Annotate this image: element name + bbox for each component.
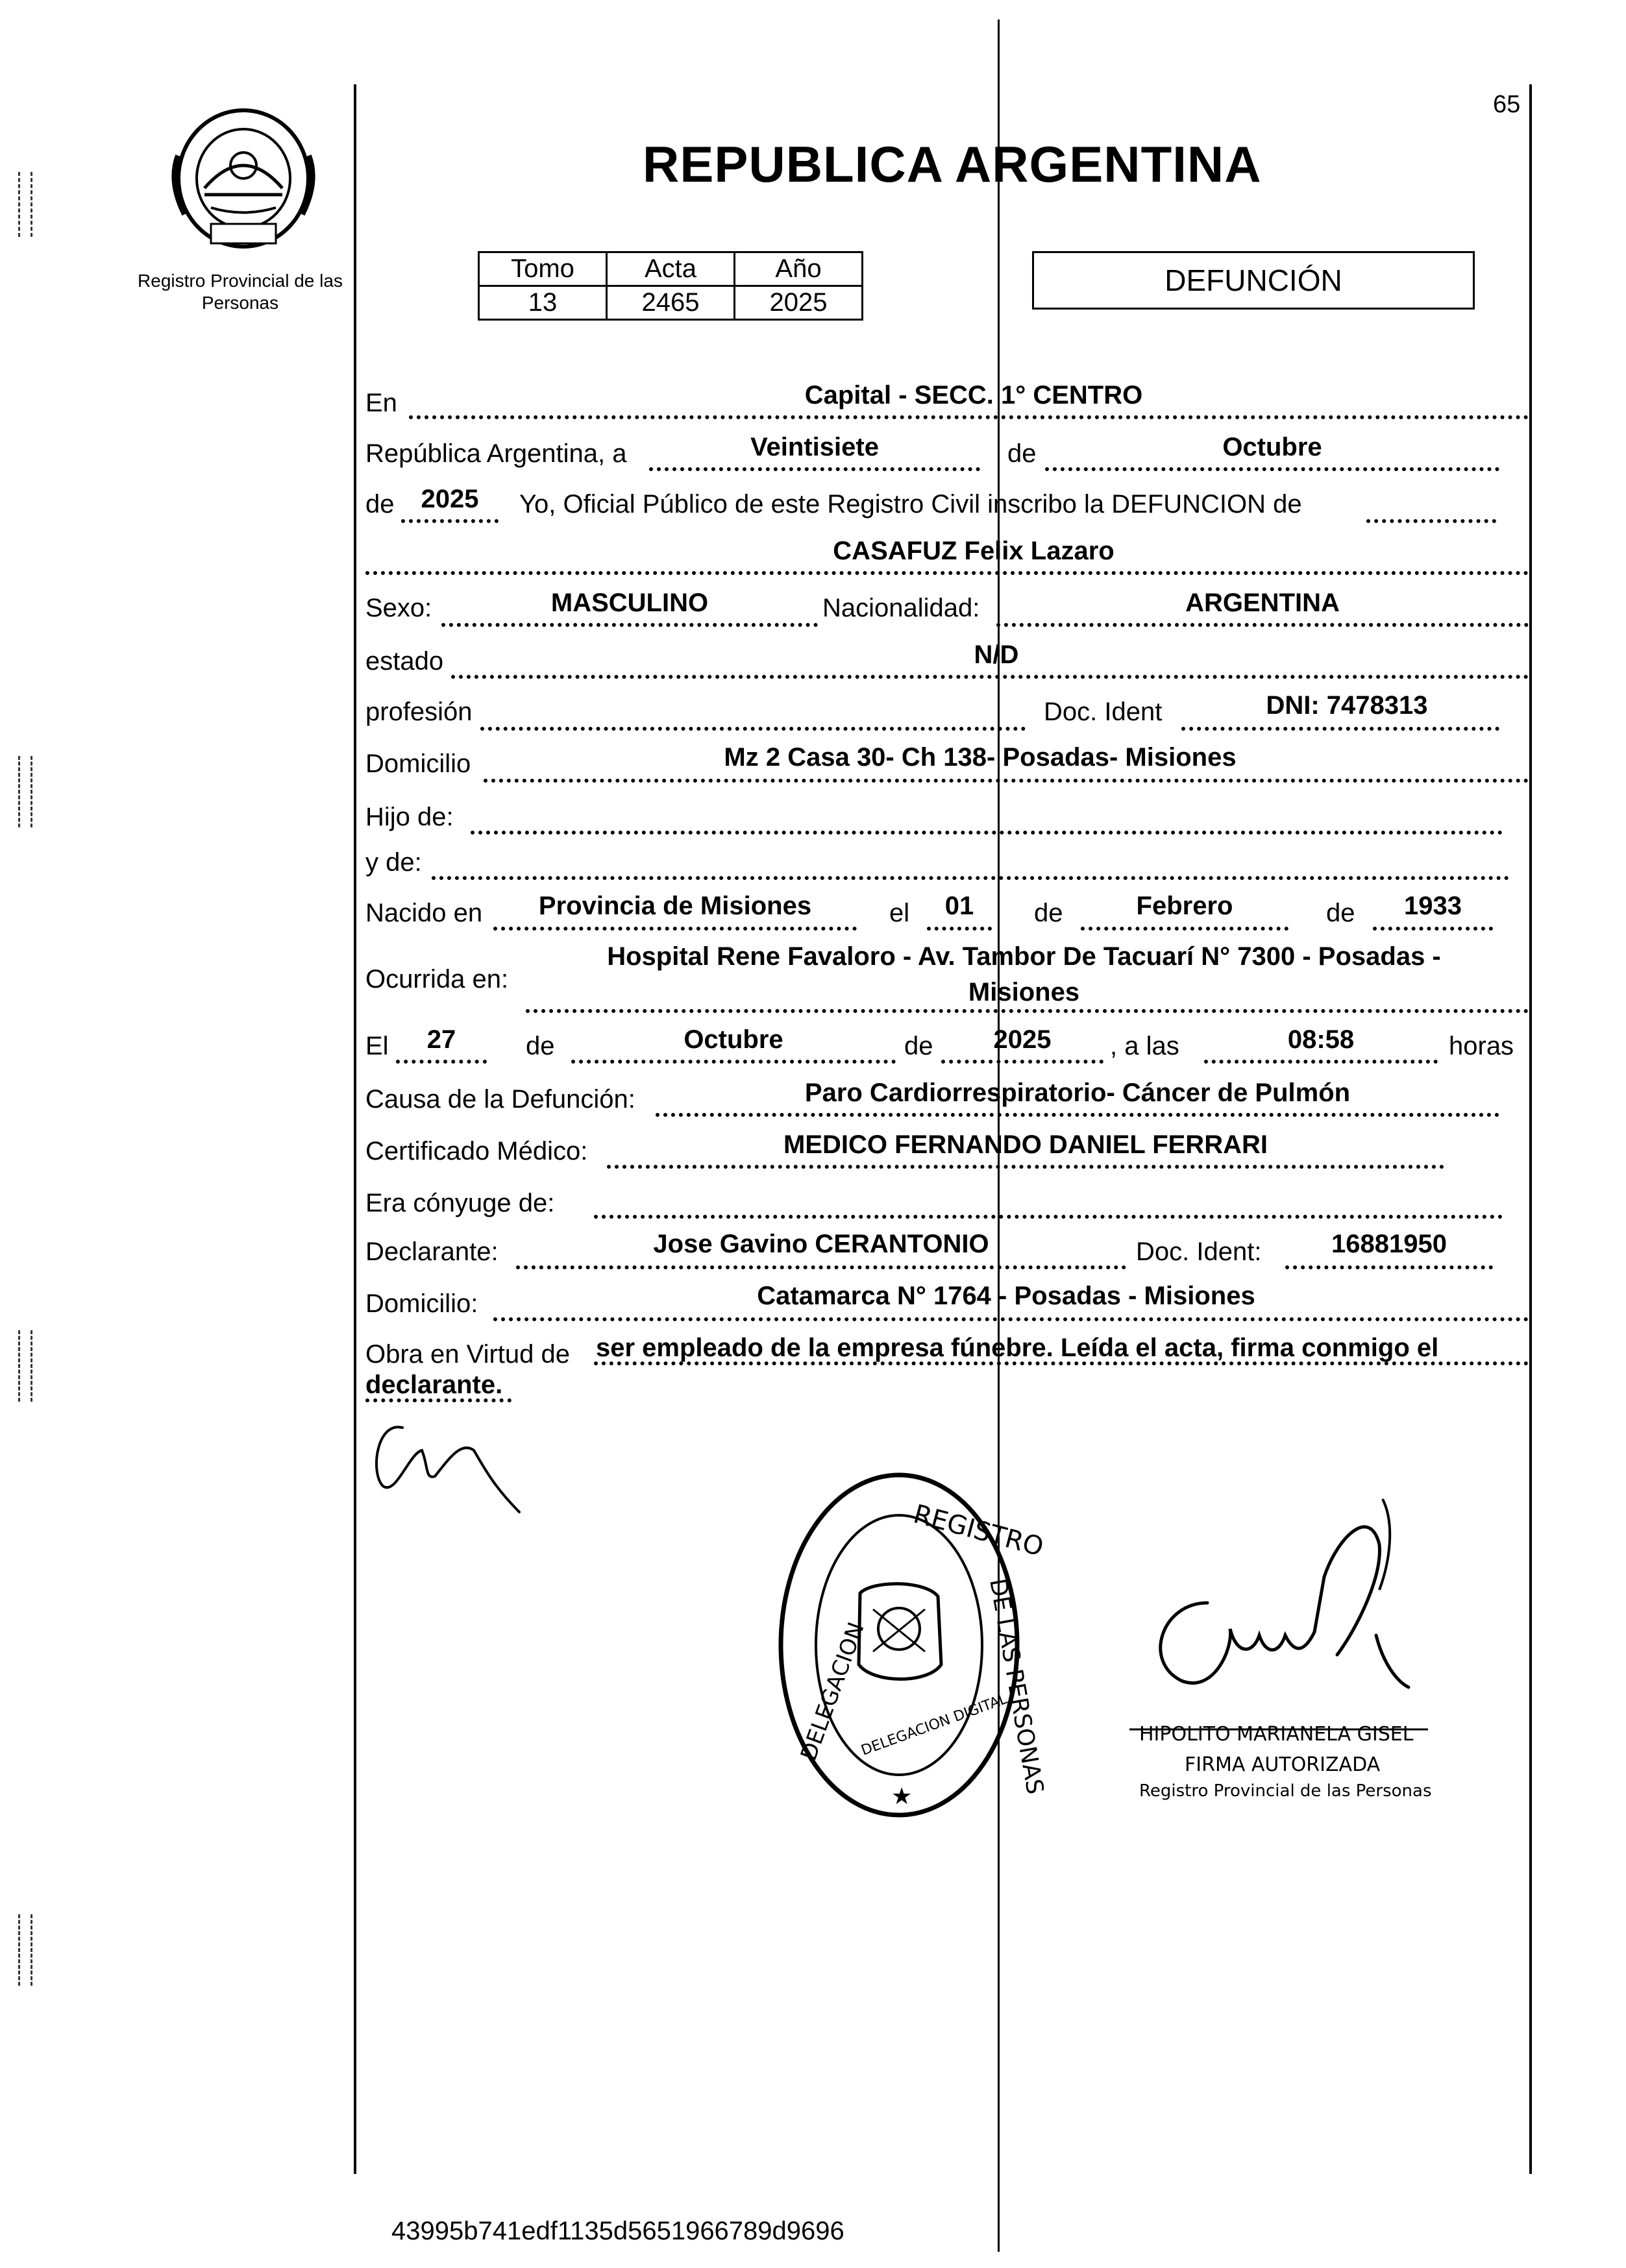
anio-header: Año	[735, 252, 863, 286]
registry-stamp	[776, 1470, 1048, 1823]
svg-text:DELEGACION: DELEGACION	[795, 1618, 870, 1764]
dotted-line	[493, 927, 857, 931]
def-dia-value: 27	[426, 1025, 456, 1054]
dotted-line	[396, 1060, 487, 1064]
label-estado: estado	[365, 647, 444, 676]
label-ocurrida-en: Ocurrida en:	[365, 965, 509, 994]
estado-value: N/D	[974, 640, 1019, 669]
dotted-line	[594, 1215, 1503, 1219]
dotted-line	[493, 1317, 1529, 1321]
scan-mark	[18, 1914, 32, 1986]
label-profesion: profesión	[365, 698, 473, 726]
acta-table	[478, 251, 863, 321]
nac-dia-value: 01	[944, 892, 974, 920]
nac-mes-value: Febrero	[1136, 892, 1233, 920]
obra-line1: ser empleado de la empresa fúnebre. Leída el acta, firma conmigo el	[596, 1334, 1439, 1362]
label-en: En	[365, 389, 397, 417]
official-signature	[1123, 1486, 1447, 1749]
label-de-def-anio: de	[904, 1032, 933, 1060]
scan-mark	[18, 1330, 32, 1402]
label-causa: Causa de la Defunción:	[365, 1085, 635, 1114]
dotted-line	[1366, 519, 1496, 523]
def-anio-value: 2025	[993, 1025, 1052, 1054]
label-obra: Obra en Virtud de	[365, 1340, 571, 1369]
dotted-line	[441, 623, 818, 627]
tomo-header: Tomo	[479, 252, 607, 286]
dotted-line	[1045, 467, 1499, 471]
signer-name: HIPOLITO MARIANELA GISEL	[1139, 1723, 1414, 1746]
label-el: el	[889, 899, 910, 927]
dotted-line	[1373, 927, 1493, 931]
lugar-value: Capital - SECC. 1° CENTRO	[804, 381, 1143, 409]
dotted-line	[480, 727, 1026, 731]
dotted-line	[1285, 1265, 1493, 1269]
doc-type-box: DEFUNCIÓN	[1032, 251, 1475, 310]
def-hora-value: 08:58	[1287, 1025, 1355, 1054]
ocurrida-line1: Hospital Rene Favaloro - Av. Tambor De Tacuarí N° 7300 - Posadas -	[607, 942, 1441, 971]
dotted-line	[571, 1060, 896, 1064]
label-declarante: Declarante:	[365, 1238, 499, 1266]
scan-mark	[18, 172, 32, 237]
label-doc-ident2: Doc. Ident:	[1136, 1238, 1262, 1266]
nacido-en-value: Provincia de Misiones	[538, 892, 812, 920]
dotted-line	[996, 623, 1529, 627]
label-de: de	[1007, 439, 1037, 468]
dotted-line	[649, 467, 980, 471]
svg-text:DE LAS PERSONAS: DE LAS PERSONAS	[984, 1576, 1048, 1797]
acta-header: Acta	[607, 252, 735, 286]
left-margin-line	[354, 84, 356, 2174]
label-sexo: Sexo:	[365, 594, 432, 622]
signer-org: Registro Provincial de las Personas	[1139, 1781, 1432, 1801]
obra-line2: declarante.	[365, 1371, 503, 1399]
declarante-value: Jose Gavino CERANTONIO	[653, 1230, 989, 1258]
label-hijo-de: Hijo de:	[365, 803, 454, 831]
svg-text:DELEGACION DIGITAL: DELEGACION DIGITAL	[859, 1690, 1010, 1759]
page-title: REPUBLICA ARGENTINA	[643, 136, 1262, 193]
dotted-line	[526, 1009, 1529, 1013]
anio-value-text: 2025	[421, 485, 479, 513]
dotted-line	[1204, 1060, 1438, 1064]
dotted-line	[941, 1060, 1103, 1064]
label-republica: República Argentina, a	[365, 439, 627, 468]
page-number: 65	[1493, 91, 1521, 118]
label-horas: horas	[1449, 1032, 1514, 1060]
tomo-value: 13	[479, 286, 607, 320]
dotted-line	[401, 519, 499, 523]
dotted-line	[471, 831, 1503, 835]
label-nacido-en: Nacido en	[365, 899, 483, 927]
label-doc-ident: Doc. Ident	[1044, 698, 1163, 726]
doc-ident-value: DNI: 7478313	[1266, 691, 1428, 720]
certificado-value: MEDICO FERNANDO DANIEL FERRARI	[783, 1130, 1268, 1159]
dotted-line	[451, 675, 1529, 679]
label-oficial: Yo, Oficial Público de este Registro Civil inscribo la DEFUNCION de	[519, 490, 1302, 518]
label-certificado: Certificado Médico:	[365, 1137, 588, 1165]
declarante-doc-value: 16881950	[1331, 1230, 1447, 1258]
declarant-signature	[363, 1415, 545, 1522]
dotted-line	[409, 415, 1529, 419]
causa-value: Paro Cardiorrespiratorio- Cáncer de Pulmón	[804, 1079, 1351, 1107]
label-domicilio: Domicilio	[365, 750, 471, 778]
dotted-line	[927, 927, 992, 931]
declarante-domicilio-value: Catamarca N° 1764 - Posadas - Misiones	[757, 1282, 1255, 1310]
mes-texto-value: Octubre	[1222, 433, 1322, 461]
dotted-line	[365, 1398, 511, 1402]
province-seal-logo	[166, 104, 321, 256]
nacionalidad-value: ARGENTINA	[1185, 589, 1340, 617]
label-de-mes: de	[1034, 899, 1063, 927]
dotted-line	[656, 1113, 1499, 1117]
dia-texto-value: Veintisiete	[750, 433, 879, 461]
scan-mark	[18, 756, 32, 827]
dotted-line	[484, 779, 1529, 783]
domicilio-value: Mz 2 Casa 30- Ch 138- Posadas- Misiones	[724, 743, 1237, 772]
label-a-las: , a las	[1110, 1032, 1179, 1060]
label-de-anio-nac: de	[1326, 899, 1355, 927]
right-margin-line	[1529, 84, 1532, 2174]
nac-anio-value: 1933	[1404, 892, 1462, 920]
def-mes-value: Octubre	[684, 1025, 783, 1054]
label-nacionalidad: Nacionalidad:	[822, 594, 980, 622]
label-de-anio: de	[365, 490, 395, 518]
dotted-line	[365, 571, 1529, 575]
svg-text:REGISTRO: REGISTRO	[910, 1499, 1047, 1563]
dotted-line	[432, 876, 1509, 880]
sexo-value: MASCULINO	[550, 589, 709, 617]
logo-caption: Registro Provincial de las Personas	[138, 271, 343, 313]
acta-value: 2465	[607, 286, 735, 320]
footer-hash: 43995b741edf1135d5651966789d9696	[391, 2217, 844, 2245]
svg-text:★: ★	[891, 1783, 913, 1810]
signer-role: FIRMA AUTORIZADA	[1185, 1753, 1381, 1776]
label-el-cap: El	[365, 1032, 389, 1060]
dotted-line	[1081, 927, 1288, 931]
label-de-def-mes: de	[526, 1032, 555, 1060]
label-domicilio2: Domicilio:	[365, 1289, 478, 1318]
ocurrida-line2: Misiones	[968, 978, 1080, 1006]
dotted-line	[607, 1165, 1444, 1169]
dotted-line	[594, 1361, 1529, 1365]
nombre-value: CASAFUZ Felix Lazaro	[833, 537, 1115, 565]
anio-value: 2025	[735, 286, 863, 320]
dotted-line	[516, 1265, 1126, 1269]
label-conyuge: Era cónyuge de:	[365, 1189, 555, 1217]
label-y-de: y de:	[365, 848, 422, 877]
dotted-line	[1181, 727, 1499, 731]
